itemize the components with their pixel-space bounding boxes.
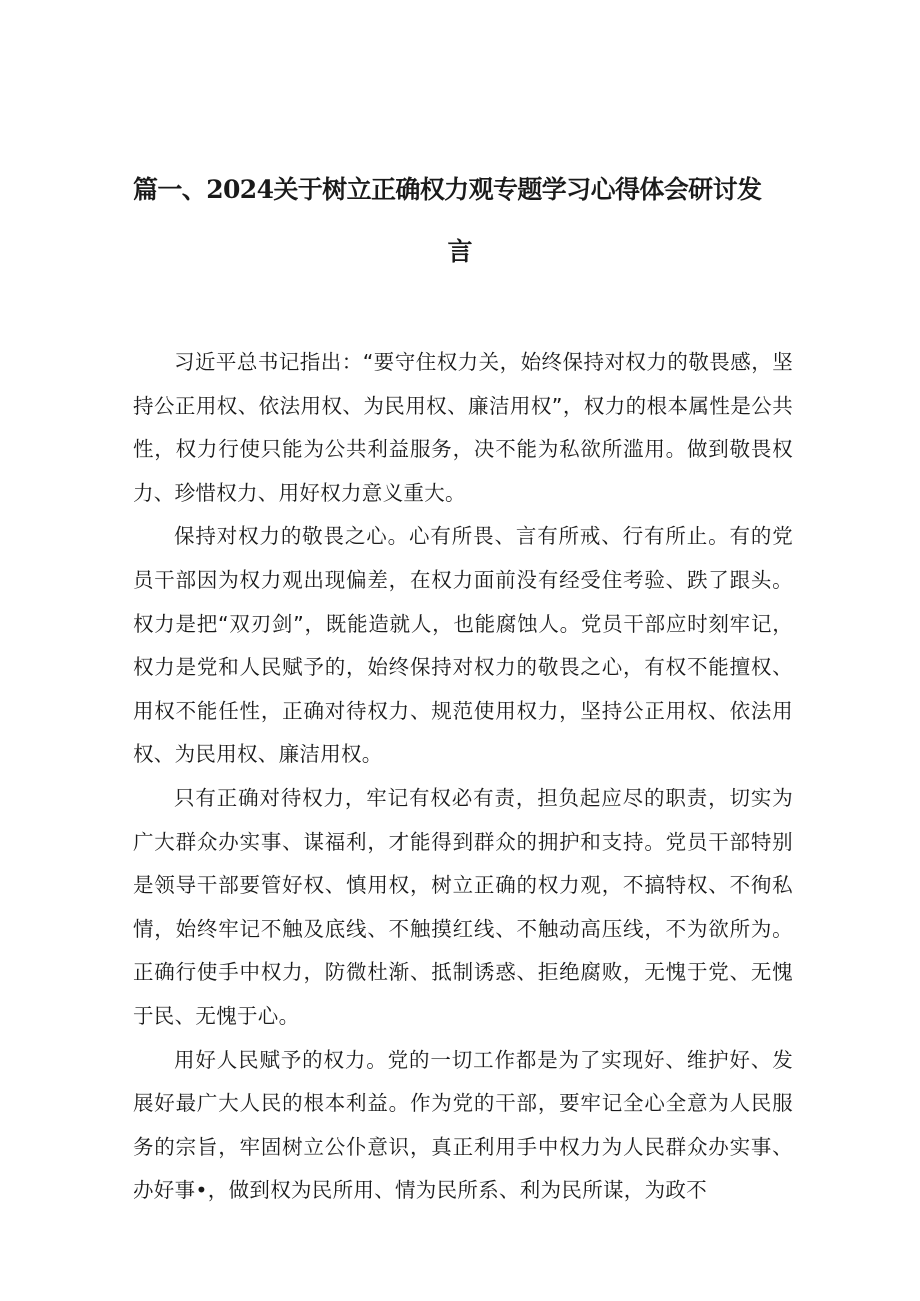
paragraph: 保持对权力的敬畏之心。心有所畏、言有所戒、行有所止。有的党员干部因为权力观出现偏差，在权力面前没有经受住考验、跌了跟头。权力是把“双刃剑”，既能造就人，也能腐蚀人。党员干部应时刻牢记，权力是党和人民赋予的，始终保持对权力的敬畏之心，有权不能擅权、用权不能任性，正确对待权力、规范使用权力，坚持公正用权、依法用权、为民用权、廉洁用权。 (133, 524, 793, 767)
document-title-line-1: 篇一、2024关于树立正确权力观专题学习心得体会研讨发 (133, 175, 762, 204)
paragraph: 用好人民赋予的权力。党的一切工作都是为了实现好、维护好、发展好最广大人民的根本利益。作为党的干部，要牢记全心全意为人民服务的宗旨，牢固树立公仆意识，真正利用手中权力为人民群众办实事、办好事•，做到权为民所用、情为民所系、利为民所谋，为政不 (133, 1047, 793, 1203)
paragraph: 只有正确对待权力，牢记有权必有责，担负起应尽的职责，切实为广大群众办实事、谋福利，才能得到群众的拥护和支持。党员干部特别是领导干部要管好权、慎用权，树立正确的权力观，不搞特权、不徇私情，始终牢记不触及底线、不触摸红线、不触动高压线，不为欲所为。正确行使手中权力，防微杜渐、抵制诱惑、拒绝腐败，无愧于党、无愧于民、无愧于心。 (133, 785, 793, 1028)
document-body (133, 341, 793, 1213)
document-title-line-2: 言 (447, 237, 473, 266)
paragraph: 习近平总书记指出：“要守住权力关，始终保持对权力的敬畏感，坚持公正用权、依法用权、为民用权、廉洁用权”，权力的根本属性是公共性，权力行使只能为公共利益服务，决不能为私欲所滥用。做到敬畏权力、珍惜权力、用好权力意义重大。 (133, 350, 793, 505)
